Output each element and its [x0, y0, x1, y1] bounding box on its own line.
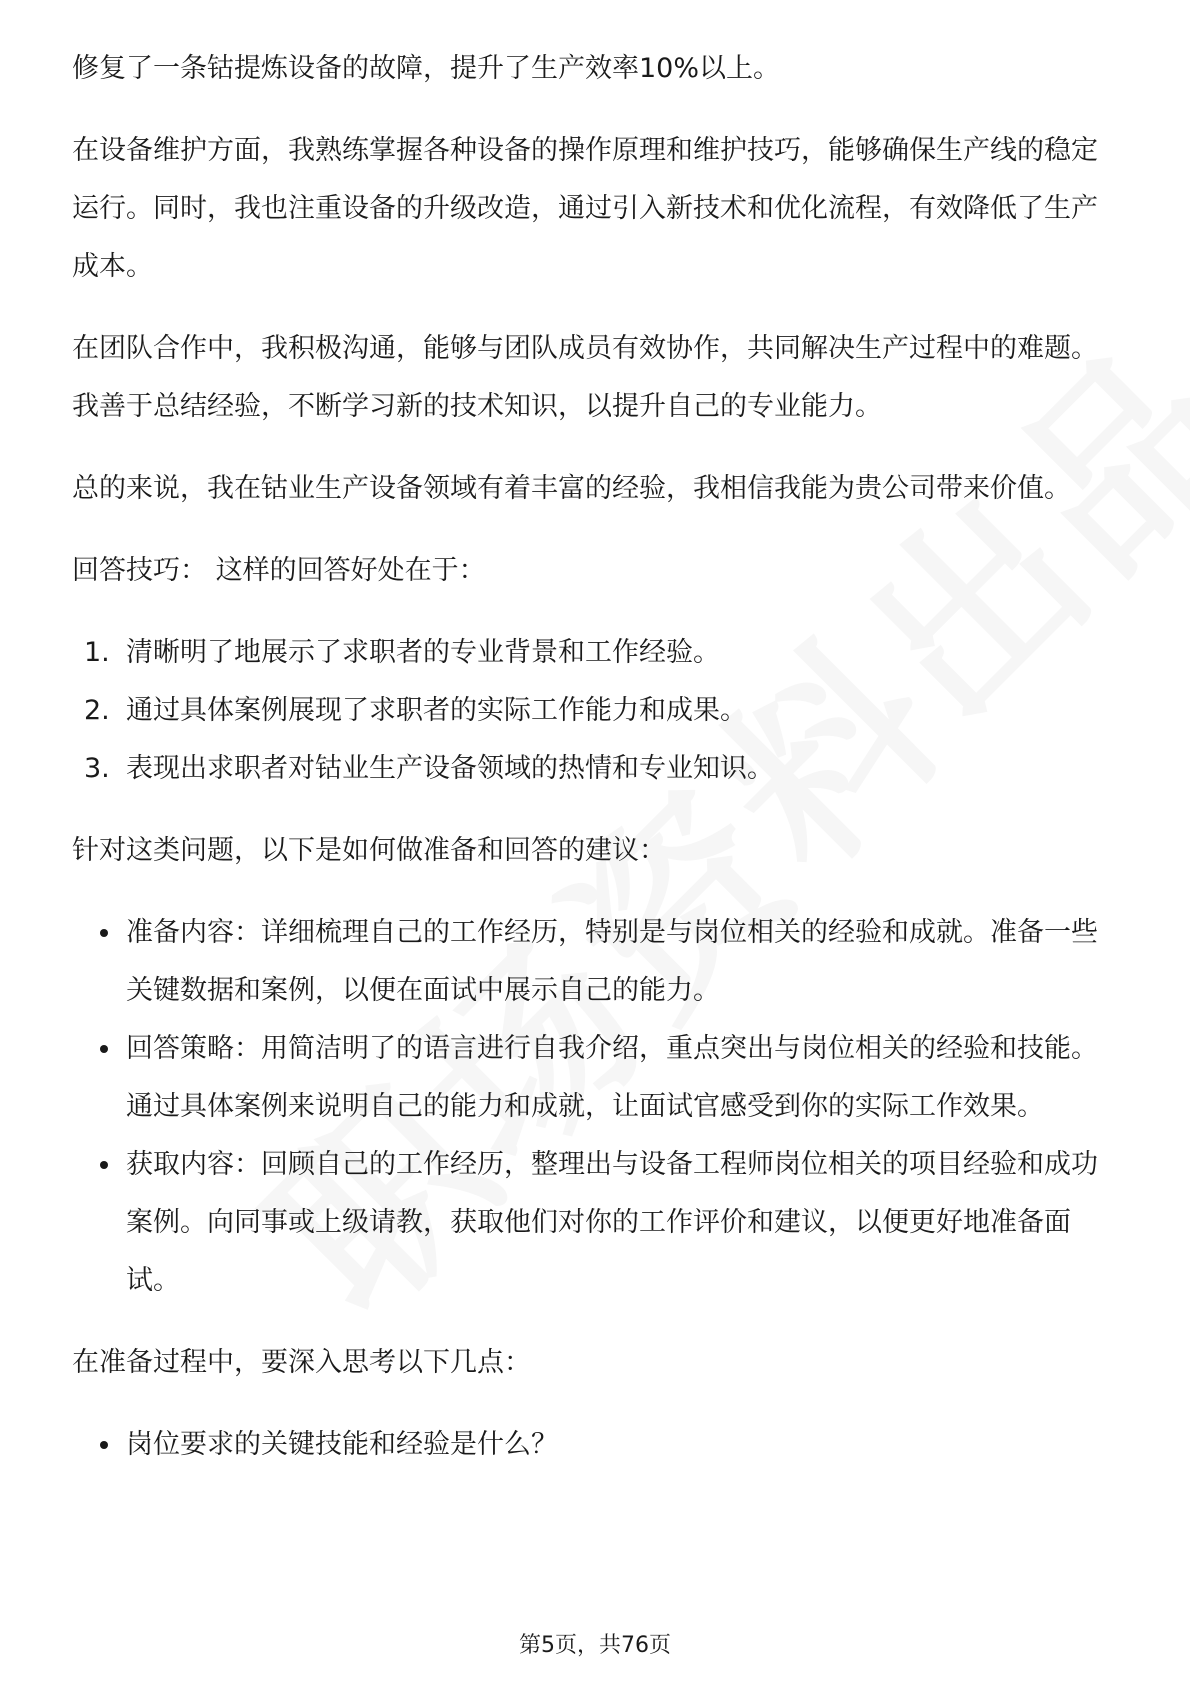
paragraph-summary: 总的来说，我在钴业生产设备领域有着丰富的经验，我相信我能为贵公司带来价值。 [72, 473, 1071, 504]
list-number: 3. [84, 753, 110, 784]
bullet-icon [100, 1441, 108, 1449]
list-item [72, 1020, 1122, 1136]
list-item-text: 获取内容：回顾自己的工作经历，整理出与设备工程师岗位相关的项目经验和成功案例。向同事或上级请教，获取他们对你的工作评价和建议，以便更好地准备面试。 [126, 1149, 1098, 1296]
bullet-icon [100, 1161, 108, 1169]
bullet-icon [100, 1045, 108, 1053]
paragraph-equipment-repair: 修复了一条钴提炼设备的故障，提升了生产效率10%以上。 [72, 53, 781, 84]
paragraph-maintenance: 在设备维护方面，我熟练掌握各种设备的操作原理和维护技巧，能够确保生产线的稳定运行。同时，我也注重设备的升级改造，通过引入新技术和优化流程，有效降低了生产成本。 [72, 135, 1098, 282]
list-item-text: 回答策略：用简洁明了的语言进行自我介绍，重点突出与岗位相关的经验和技能。通过具体案例来说明自己的能力和成就，让面试官感受到你的实际工作效果。 [126, 1033, 1098, 1122]
list-item-text: 表现出求职者对钴业生产设备领域的热情和专业知识。 [126, 753, 774, 784]
page-number: 第5页，共76页 [519, 1633, 671, 1658]
list-item [72, 624, 1122, 682]
think-list [72, 1416, 1122, 1474]
list-item [72, 1416, 1122, 1474]
list-item [72, 904, 1122, 1020]
list-item-text: 清晰明了地展示了求职者的专业背景和工作经验。 [126, 637, 720, 668]
list-item-text: 通过具体案例展现了求职者的实际工作能力和成果。 [126, 695, 747, 726]
list-item [72, 1136, 1122, 1310]
tips-list [72, 624, 1122, 798]
list-item-text: 岗位要求的关键技能和经验是什么？ [126, 1429, 558, 1460]
bullet-icon [100, 929, 108, 937]
advice-heading: 针对这类问题，以下是如何做准备和回答的建议： [72, 835, 666, 866]
think-heading: 在准备过程中，要深入思考以下几点： [72, 1347, 531, 1378]
tips-heading: 回答技巧： 这样的回答好处在于： [72, 555, 486, 586]
paragraph-teamwork: 在团队合作中，我积极沟通，能够与团队成员有效协作，共同解决生产过程中的难题。我善于总结经验，不断学习新的技术知识，以提升自己的专业能力。 [72, 333, 1098, 422]
list-number: 1. [84, 637, 110, 668]
list-item [72, 740, 1122, 798]
document-body [72, 40, 1122, 1474]
advice-list [72, 904, 1122, 1310]
list-item [72, 682, 1122, 740]
list-item-text: 准备内容：详细梳理自己的工作经历，特别是与岗位相关的经验和成就。准备一些关键数据和案例，以便在面试中展示自己的能力。 [126, 917, 1098, 1006]
list-number: 2. [84, 695, 110, 726]
